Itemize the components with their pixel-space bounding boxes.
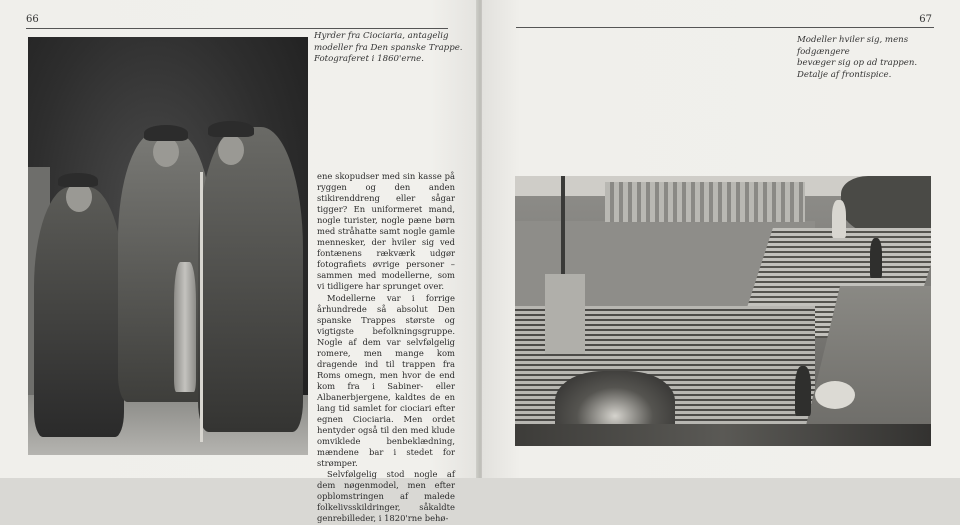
photo-person — [815, 381, 855, 409]
hat-right — [208, 121, 254, 137]
page-number-right: 67 — [919, 14, 932, 25]
photo-spanish-steps — [515, 176, 931, 446]
hat-middle — [144, 125, 188, 141]
hat-left — [58, 173, 98, 187]
photo-person — [795, 366, 811, 416]
photo-lamp-base — [545, 274, 585, 354]
photo-person — [832, 200, 846, 238]
figure-left — [34, 187, 124, 437]
photo-lamp-post — [561, 176, 565, 276]
photo-baluster — [174, 262, 196, 392]
photo-shepherds — [28, 37, 308, 455]
photo-tree — [841, 176, 931, 236]
head-right — [218, 135, 244, 165]
photo-balustrade — [605, 182, 805, 222]
photo-staff — [200, 172, 203, 442]
left-page — [0, 0, 478, 524]
caption-left: Hyrder fra Ciociaria, antagelig modeller fra Den spanske Trappe. Fotograferet i 1860'erne. — [314, 31, 463, 65]
page-number-left: 66 — [26, 14, 39, 25]
header-rule-right — [516, 27, 934, 28]
header-rule-left — [26, 28, 448, 29]
body-text — [317, 171, 455, 525]
right-page — [482, 0, 960, 478]
body-paragraph: Modellerne var i forrige århundrede så absolut Den spanske Trappes største og vigtigste befolkningsgruppe. Nogle af dem var selvfølgelig romere, men mange kom dragende ind til trappen fra Roms omegn, men hvor de end kom fra i Sabiner- eller Albanerbjergene, kaldtes de en lang tid samlet for ciociari efter egnen Ciociaria. Men ordet hentyder også til den med klude omviklede benbeklædning, mændene bar i stedet for strømper. — [317, 292, 455, 469]
photo-person — [870, 238, 882, 278]
head-middle — [153, 137, 179, 167]
caption-right: Modeller hviler sig, mens fodgængere bevæger sig op ad trappen. Detalje af frontispice. — [797, 35, 918, 80]
body-paragraph: ene skopudser med sin kasse på ryggen og den anden stikirenddreng eller sågar tigger? En uniformeret mand, nogle turister, nogle pæne børn med stråhatte samt nogle gamle mennesker, der hviler sig ved fontænens rækværk udgør fotografiets øvrige personer – sammen med modellerne, som vi tidligere har sprunget over. — [317, 171, 455, 292]
photo-shrubs — [515, 424, 931, 446]
figure-right — [198, 127, 303, 432]
body-paragraph: Selvfølgelig stod nogle af dem nøgenmodel, men efter opblomstringen af malede folkelivsskildringer, såkaldte genrebilleder, i 1820'rne behø- — [317, 469, 455, 524]
